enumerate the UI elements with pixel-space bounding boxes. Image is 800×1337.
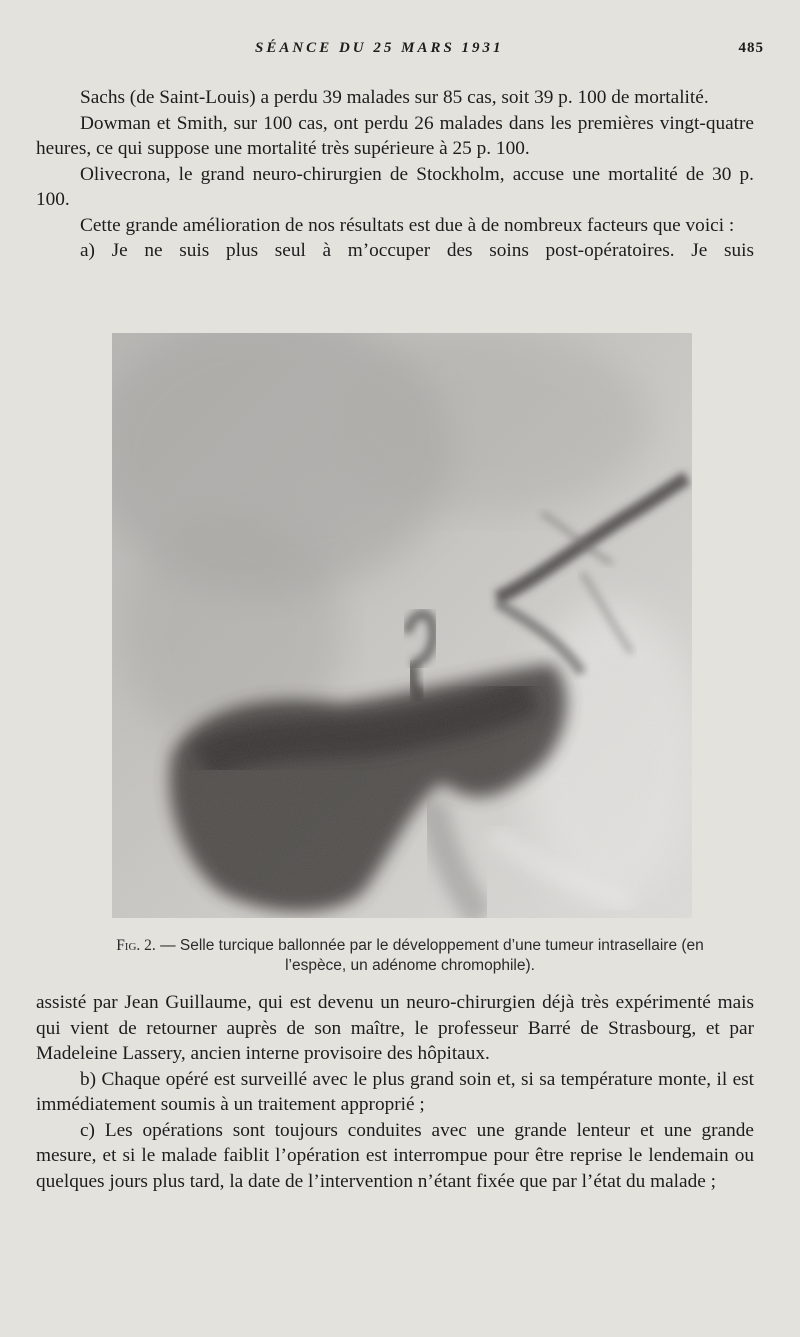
body-text-bottom bbox=[36, 990, 754, 1194]
paragraph: c) Les opérations sont toujours conduites avec une grande lenteur et une grande mesure, et si le malade faiblit l’opération est interrompue pour être reprise le lendemain ou quelques jours plus tard, la date de l’intervention n’étant fixée que par l’état du malade ; bbox=[36, 1119, 754, 1192]
paragraph: b) Chaque opéré est surveillé avec le plus grand soin et, si sa température monte, il est immédiatement soumis à un traitement approprié ; bbox=[36, 1068, 754, 1115]
figure-caption-text: — Selle turcique ballonnée par le développement d’une tumeur intrasellaire (en l’espèce, un adénome chromophile). bbox=[155, 937, 704, 974]
paragraph: Olivecrona, le grand neuro-chirurgien de Stockholm, accuse une mortalité de 30 p. 100. bbox=[36, 163, 754, 210]
page-number: 485 bbox=[738, 40, 764, 56]
paragraph: assisté par Jean Guillaume, qui est devenu un neuro-chirurgien déjà très expérimenté mais qui vient de retourner auprès de son maître, le professeur Barré de Strasbourg, et par Madeleine Lassery, ancien interne provisoire des hôpitaux. bbox=[36, 992, 754, 1064]
paragraph: a) Je ne suis plus seul à m’occuper des soins post-opératoires. Je suis bbox=[80, 240, 754, 261]
xray-figure bbox=[112, 333, 692, 918]
figure-caption bbox=[90, 936, 730, 976]
figure-label: Fig. 2. bbox=[116, 937, 156, 954]
running-header bbox=[0, 40, 800, 62]
paragraph: Sachs (de Saint-Louis) a perdu 39 malades sur 85 cas, soit 39 p. 100 de mortalité. bbox=[80, 87, 709, 108]
running-title: SÉANCE DU 25 MARS 1931 bbox=[255, 40, 504, 56]
xray-image bbox=[112, 333, 692, 918]
paragraph: Dowman et Smith, sur 100 cas, ont perdu 26 malades dans les premières vingt-quatre heures, ce qui suppose une mortalité très supérieure à 25 p. 100. bbox=[36, 112, 754, 159]
paragraph: Cette grande amélioration de nos résultats est due à de nombreux facteurs que voici : bbox=[80, 214, 735, 236]
body-text-top bbox=[36, 85, 754, 264]
